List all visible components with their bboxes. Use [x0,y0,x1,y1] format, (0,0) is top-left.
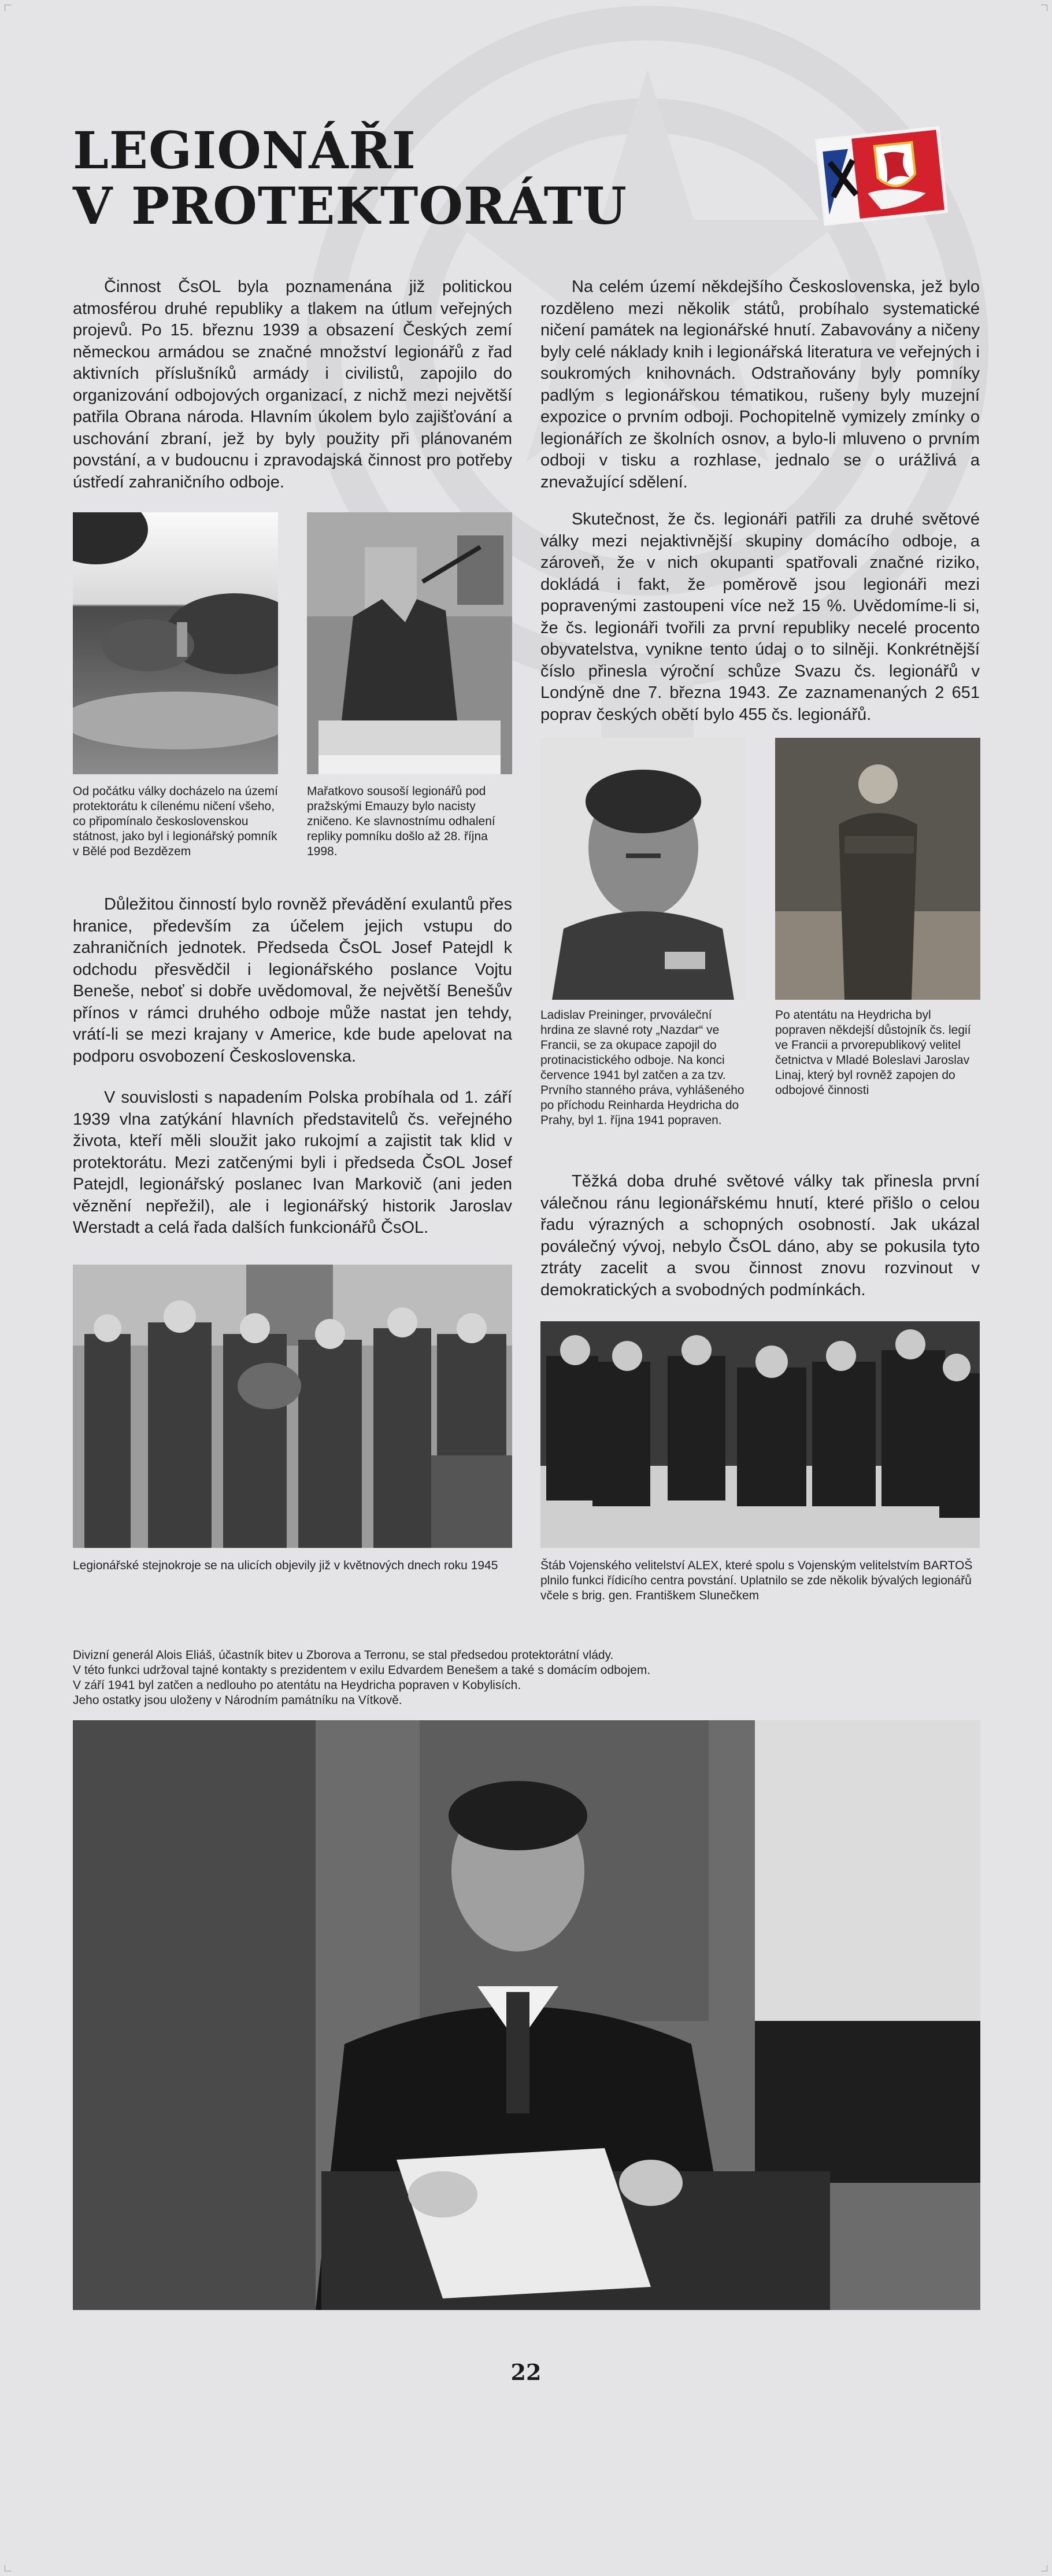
title-line-1: LEGIONÁŘI [73,120,416,180]
caption-legion-uniforms: Legionářské stejnokroje se na ulicích objevily již v květnových dnech roku 1945 [73,1559,498,1572]
photo-emauzy-statue [307,512,512,774]
caption-preininger: Ladislav Preininger, prvováleční hrdina ze slavné roty „Nazdar“ ve Francii, se za okupace zapojil do protinacistického odboje. Na konci července 1941 byl zatčen a za tzv. Prvního stanného práva, vyhlášeného po příchodu Reinharda Heydricha do Prahy, byl 1. října 1941 popraven. [540,1008,744,1127]
caption-bela-monument: Od počátku války docházelo na území protektorátu k cílenému ničení všeho, co připomínalo československou státnost, jako byl i legionářský pomník v Bělé pod Bezdězem [73,785,278,858]
caption-emauzy-statue: Mařatkovo sousoší legionářů pod pražskými Emauzy bylo nacisty zničeno. Ke slavnostnímu odhalení repliky pomníku došlo až 28. října 1998. [307,785,495,858]
crop-mark-top-left [5,5,11,11]
paragraph-war-losses: Těžká doba druhé světové války tak přinesla první válečnou ránu legionářskému hnutí, které přišlo o celou řadu výrazných a schopných osobností. Jak ukázal poválečný vývoj, nebylo ČsOL dáno, aby se pokusila tyto ztráty zacelit a svou činnost znovu rozvinout v demokratických a svobodných podmínkách. [540,1172,980,1299]
paragraph-arrests: V souvislosti s napadením Polska probíhala od 1. září 1939 vlna zatýkání hlavních představitelů čs. veřejného života, kteří měli sloužit jako rukojmí a zajistit tak klid v protektorátu. Mezi zatčenými byli i předseda ČsOL Josef Patejdl, legionářský poslanec Ivan Markovič (ani jeden věznění nepřežil), ale i legionářský historik Jaroslav Werstadt a celá řada dalších funkcionářů ČsOL. [73,1088,512,1237]
page-title [73,120,627,236]
photo-alois-elias [73,1720,980,2310]
paragraph-intro: Činnost ČsOL byla poznamenána již politickou atmosférou druhé republiky a tlakem na útlum veřejných projevů. Po 15. březnu 1939 a obsazení Českých zemí německou armádou se značné množství legionářů z řad aktivních příslušníků armády i civilistů, zapojilo do organizování odbojových organizací, z nichž mezi největší patřila Obrana národa. Hlavním úkolem bylo zajišťování a uschování zbraní, jež by byly použity při plánovaném povstání, a v budoucnu i zpravodajská činnost pro potřeby ústředí zahraničního odboje. [73,278,512,491]
photo-linaj-standing [775,738,980,1000]
photo-alex-staff [540,1321,980,1548]
title-line-2: V PROTEKTORÁTU [73,176,627,236]
page-number: 22 [510,2359,542,2385]
crop-mark-bottom-left [5,2565,11,2571]
paragraph-destruction: Na celém území někdejšího Československa, jež bylo rozděleno mezi několik států, probíhalo systematické ničení památek na legionářské hnutí. Zabavovány a ničeny byly celé náklady knih i legionářská literatura ve veřejných i soukromých knihovnách. Odstraňovány byly pomníky padlým s legionářskou tématikou, rušeny byly muzejní expozice o prvním odboji. Pochopitelně vymizely zmínky o legionářích ze školních osnov, a bylo-li mluveno o prvním odboji v tisku a rozhlase, jednalo se o urážlivá a znevažující sdělení. [540,278,980,491]
caption-elias: Divizní generál Alois Eliáš, účastník bitev u Zborova a Terronu, se stal předsedou protektorátní vlády. V této funkci udržoval tajné kontakty s prezidentem v exilu Edvardem Benešem a také s domácím odbojem. V září 1941 byl zatčen a nedlouho po atentátu na Heydricha popraven v Kobylisích. Jeho ostatky jsou uloženy v Národním památníku na Vítkově. [73,1649,651,1707]
photo-legion-uniforms-1945 [73,1265,512,1548]
paragraph-exiles: Důležitou činností bylo rovněž převádění exulantů přes hranice, především za účelem jejich vstupu do zahraničních jednotek. Předseda ČsOL Josef Patejdl k odchodu přesvědčil i legionářského poslance Vojtu Beneše, neboť si dobře uvědomoval, že největší Benešův přínos v rámci druhého odboje může nastat jen tehdy, vrátí-li se mezi krajany v Americe, kde bude apelovat na podporu osvobození Československa. [73,895,512,1066]
caption-linaj: Po atentátu na Heydricha byl popraven někdejší důstojník čs. legií ve Francii a prvorepublikový velitel četnictva v Mladé Boleslavi Jaroslav Linaj, který byl rovněž zapojen do odbojové činnosti [775,1008,971,1097]
paragraph-executions: Skutečnost, že čs. legionáři patřili za druhé světové války mezi nejaktivnější skupiny domácího odboje, a zároveň, že v nich okupanti spatřovali značné riziko, dokládá i fakt, že poměrově jsou legionáři mezi popravenými zastoupeni více než 15 %. Uvědomíme-li si, že čs. legionáři tvořili za první republiky necelé procento obyvatelstva, vynikne tento údaj o to silněji. Konkrétnější číslo přinesla výroční schůze Svazu čs. legionářů v Londýně dne 7. března 1943. Ze zaznamenaných 2 651 poprav českých obětí bylo 455 čs. legionářů. [540,510,980,724]
caption-alex-staff: Štáb Vojenského velitelství ALEX, které spolu s Vojenským velitelstvím BARTOŠ plnilo funkci řídicího centra povstání. Uplatnilo se zde několik bývalých legionářů včele s brig. gen. Františkem Slunečkem [540,1559,973,1602]
photo-bela-monument [73,512,278,774]
legion-flag-emblem [808,123,953,227]
photo-preininger-portrait [540,738,746,1000]
crop-mark-bottom-right [1041,2565,1047,2571]
